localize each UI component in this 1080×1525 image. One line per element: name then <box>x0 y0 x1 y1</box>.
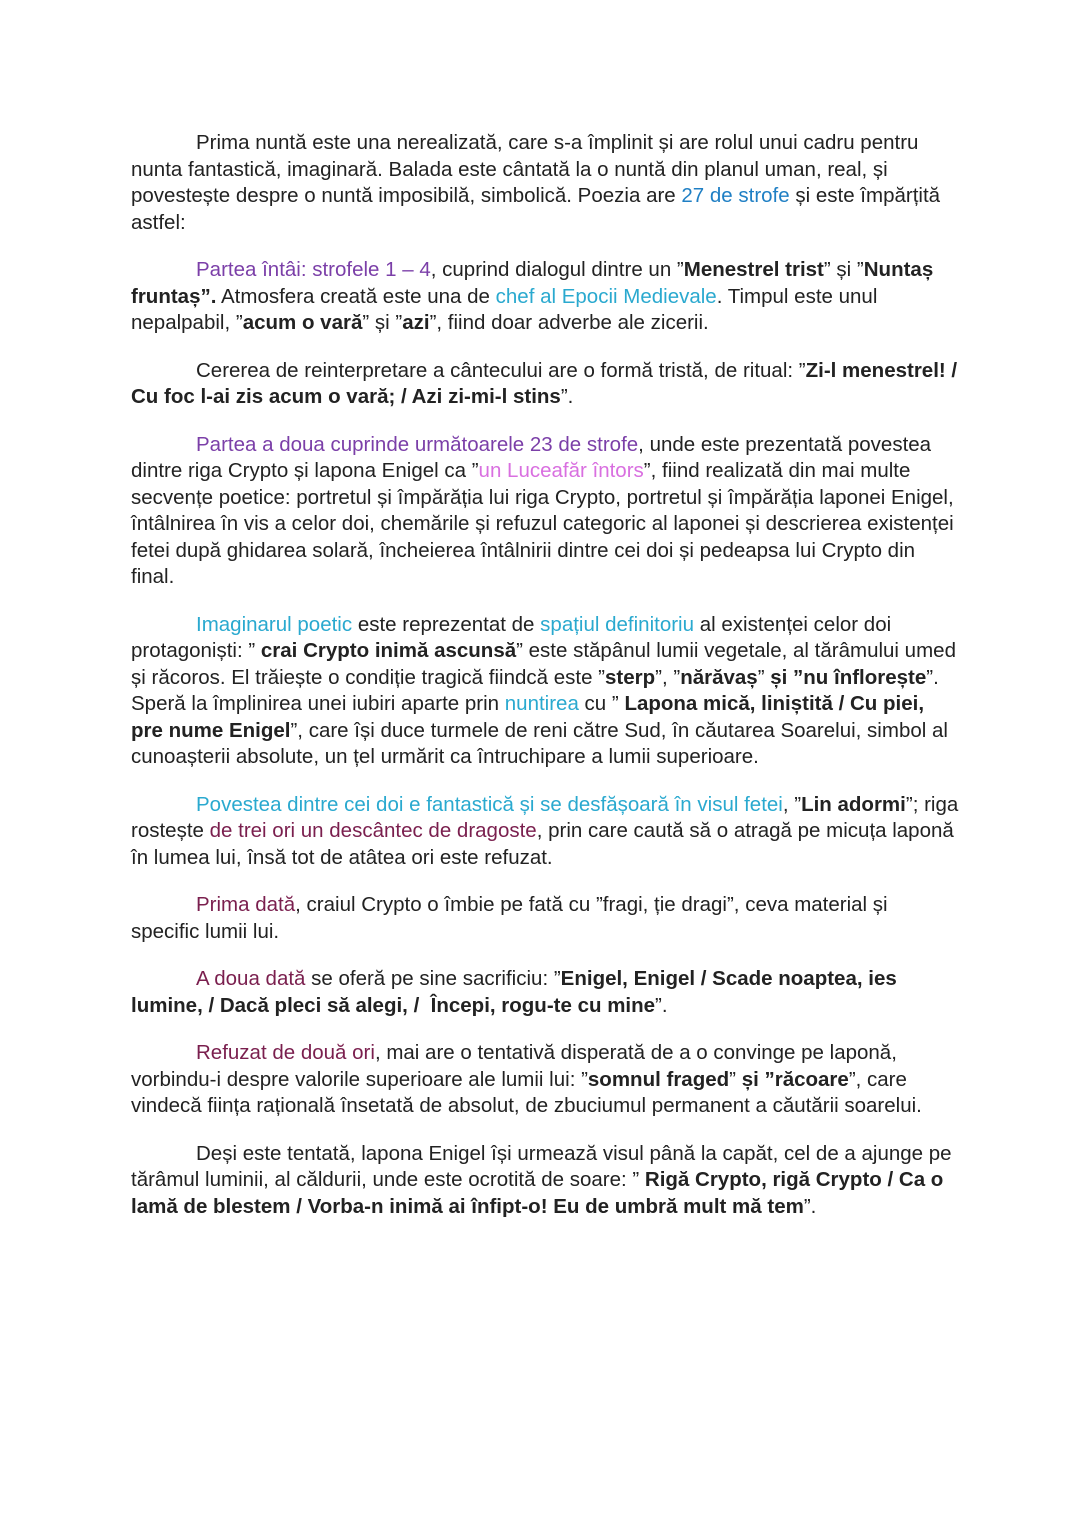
highlighted-text: Partea a doua cuprinde următoarele 23 de strofe <box>196 432 639 456</box>
highlighted-text: de trei ori un descântec de dragoste <box>209 819 537 842</box>
paragraph-1 <box>131 130 961 236</box>
paragraph-3 <box>131 358 961 411</box>
highlighted-text: Imaginarul poetic <box>196 612 353 636</box>
highlighted-text: nuntirea <box>504 692 579 715</box>
highlighted-text: un Luceafăr întors <box>478 459 644 482</box>
text-segment: și este împărțită astfel: <box>131 184 946 234</box>
text-segment: ”, fiind doar adverbe ale zicerii. <box>429 311 709 334</box>
quoted-text: Lapona mică, liniștită / Cu piei, pre nume Enigel <box>131 692 930 742</box>
text-segment: ”. <box>803 1194 817 1218</box>
text-segment: Prima nuntă este una nerealizată, care s-a împlinit și are rolul unui cadru pentru nunta fantastică, imaginară. Balada este cântată la o nuntă din planul uman, real, și povestește despre o nuntă imposibilă, simbolică. Poezia are <box>131 131 925 207</box>
text-segment: ” este stăpânul lumii vegetale, al tărâmului umed și răcoros. El trăiește o condiție tragică fiindcă este ” <box>131 639 962 689</box>
highlighted-text: spațiul definitoriu <box>540 612 695 636</box>
text-segment: ”, care își duce turmele de reni către Sud, în căutarea Soarelui, simbol al cunoașterii absolute, un țel urmărit ca întruchipare a lumii superioare. <box>131 718 954 768</box>
text-segment: , cuprind dialogul dintre un ” <box>430 258 684 281</box>
text-segment: ”. <box>655 993 668 1017</box>
text-segment: , craiul Crypto o îmbie pe fată cu ”fragi, ție dragi”, ceva material și specific lumii lui. <box>131 893 894 943</box>
quoted-text: și ”nu înflorește <box>770 665 927 689</box>
paragraph-9 <box>131 1040 961 1120</box>
text-segment: ” și ” <box>362 311 403 334</box>
text-segment: se oferă pe sine sacrificiu: ” <box>305 967 561 990</box>
text-segment: ”. Speră la împlinirea unei iubiri aparte prin <box>131 665 945 715</box>
text-segment: ” și ” <box>823 258 864 281</box>
paragraph-4 <box>131 432 961 591</box>
quoted-text: Menestrel trist <box>683 258 824 281</box>
quoted-text: Lin adormi <box>801 792 906 816</box>
highlighted-text: A doua dată <box>196 967 306 990</box>
text-segment: ”, care vindecă ființa rațională însetată de absolut, de zbuciumul permanent a căutării soarelui. <box>131 1067 922 1117</box>
text-segment: ”. <box>560 385 574 408</box>
highlighted-text: Povestea dintre cei doi e fantastică și se desfășoară în visul fetei <box>196 792 783 816</box>
text-segment: Cererea de reinterpretare a cântecului are o formă tristă, de ritual: ” <box>196 358 806 382</box>
text-segment: , prin care caută să o atragă pe micuța laponă în lumea lui, însă tot de atâtea ori este refuzat. <box>131 819 960 869</box>
paragraph-6 <box>131 792 964 872</box>
highlighted-text: 27 de strofe <box>681 184 790 207</box>
document-page <box>131 130 964 1241</box>
quoted-text: Nuntaș fruntaș”. <box>131 258 939 308</box>
paragraph-7 <box>131 892 961 945</box>
text-segment: cu ” <box>578 692 625 715</box>
highlighted-text: chef al Epocii Medievale <box>495 284 717 308</box>
text-segment: , ” <box>782 792 802 816</box>
text-segment: ” <box>757 665 771 689</box>
quoted-text: acum o vară <box>242 311 363 334</box>
text-segment: ”, fiind realizată din mai multe secvențe poetice: portretul și împărăția lui riga Crypto, portretul și împărăția laponei Enigel, întâlnirea în vis a celor doi, chemările și refuzul categoric al laponei și descrierea existenței fetei după ghidarea solară, încheierea întâlnirii dintre cei doi și pedeapsa lui Crypto din final. <box>131 459 960 588</box>
text-segment: este reprezentat de <box>352 612 541 636</box>
text-segment: Deși este tentată, lapona Enigel își urmează visul până la capăt, cel de a ajunge pe tărâmul luminii, al căldurii, unde este ocrotită de soare: ” <box>131 1141 958 1191</box>
quoted-text: Zi-l menestrel! / Cu foc l-ai zis acum o vară; / Azi zi-mi-l stins <box>131 358 963 408</box>
quoted-text: azi <box>402 311 430 334</box>
paragraph-10 <box>131 1141 961 1221</box>
paragraph-5 <box>131 612 961 771</box>
quoted-text: Rigă Crypto, rigă Crypto / Ca o lamă de blestem / Vorba-n inimă ai înfipt-o! Eu de umbră mult mă tem <box>131 1168 950 1218</box>
text-segment: , mai are o tentativă disperată de a o convinge pe laponă, vorbindu-i despre valorile superioare ale lumii lui: ” <box>131 1041 903 1091</box>
quoted-text: nărăvaș <box>680 665 758 689</box>
text-segment: Atmosfera creată este una de <box>216 284 496 308</box>
text-segment: al existenței celor doi protagoniști: ” <box>131 612 897 662</box>
quoted-text: Enigel, Enigel / Scade noaptea, ies lumine, / Dacă pleci să alegi, / Începi, rogu-te cu mine <box>131 967 903 1017</box>
highlighted-text: Prima dată <box>196 893 296 916</box>
quoted-text: și ”răcoare <box>741 1067 849 1091</box>
paragraph-2 <box>131 257 961 337</box>
text-segment: , unde este prezentată povestea dintre riga Crypto și lapona Enigel ca ” <box>131 432 937 482</box>
paragraph-8 <box>131 966 961 1019</box>
text-segment: ”, ” <box>655 665 681 689</box>
text-segment: ”; riga rostește <box>131 792 964 842</box>
quoted-text: sterp <box>605 665 656 689</box>
highlighted-text: Partea întâi: strofele 1 – 4 <box>196 258 431 281</box>
quoted-text: somnul fraged <box>587 1067 730 1091</box>
quoted-text: crai Crypto inimă ascunsă <box>260 639 517 662</box>
highlighted-text: Refuzat de două ori <box>196 1041 375 1064</box>
text-segment: ” <box>729 1067 742 1091</box>
text-segment: . Timpul este unul nepalpabil, ” <box>131 284 884 334</box>
